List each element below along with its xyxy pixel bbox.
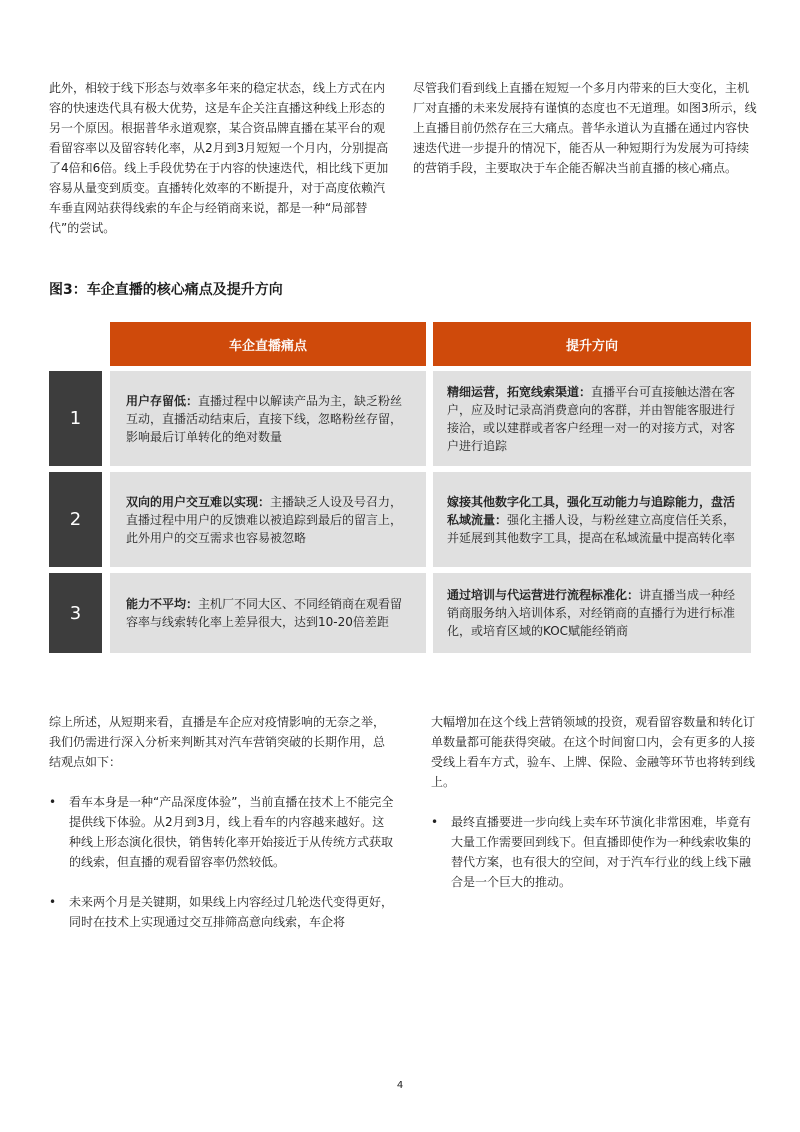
conclusion-intro: 综上所述，从短期来看，直播是车企应对疫情影响的无奈之举，我们仍需进行深入分析来判断其对汽车营销突破的长期作用，总结观点如下： (49, 715, 386, 769)
conclusion-continuation: 大幅增加在这个线上营销领域的投资，观看留容数量和转化订单数量都可能获得突破。在这个时间窗口内，会有更多的人接受线上看车方式，验车、上牌、保险、金融等环节也将转到线上。 (431, 715, 756, 789)
direction-text-3: 讲直播当成一种经销商服务纳入培训体系，对经销商的直播行为进行标准化，或培育区域的KOC赋能经销商 (447, 588, 736, 638)
pain-cell-1 (110, 371, 426, 466)
direction-title-1: 精细运营，拓宽线索渠道： (447, 384, 592, 399)
conclusion-bullet-1: • 看车本身是一种“产品深度体验”，当前直播在技术上不能完全提供线下体验。从2月到3月，线上看车的内容越来越好。这种线上形态演化很快，销售转化率开始接近于从传统方式获取的线索，但直播的观看留容率仍然较低。 (49, 792, 394, 872)
conclusion-bullet-list (49, 792, 394, 932)
pain-cell-2 (110, 472, 426, 567)
conclusion-bullet-list-right (431, 812, 758, 892)
conclusion-column-left (49, 712, 394, 932)
row-number-2: 2 (49, 472, 102, 567)
page-number: 4 (396, 1080, 404, 1091)
direction-title-3: 通过培训与代运营进行流程标准化： (447, 588, 640, 602)
figure-title: 图3：车企直播的核心痛点及提升方向 (49, 282, 283, 298)
direction-cell-1 (433, 371, 751, 466)
pain-text-3: 主机厂不同大区、不同经销商在观看留容率与线索转化率上差异很大，达到10-20倍差距 (126, 597, 403, 629)
pain-text-1: 直播过程中以解读产品为主，缺乏粉丝互动，直播活动结束后，直接下线，忽略粉丝存留，影响最后订单转化的绝对数量 (126, 393, 403, 444)
intro-paragraph-right: 尽管我们看到线上直播在短短一个多月内带来的巨大变化，主机厂对直播的未来发展持有谨慎的态度也不无道理。如图3所示，线上直播目前仍然存在三大痛点。普华永道认为直播在通过内容快速迭代进一步提升的情况下，能否从一种短期行为发展为可持续的营销手段，主要取决于车企能否解决当前直播的核心痛点。 (413, 81, 757, 175)
pain-text-2: 主播缺乏人设及号召力，直播过程中用户的反馈难以被追踪到最后的留言上，此外用户的交互需求也容易被忽略 (126, 494, 403, 545)
direction-text-2: 强化主播人设，与粉丝建立高度信任关系，并延展到其他数字工具，提高在私域流量中提高转化率 (447, 512, 736, 545)
pain-title-2: 双向的用户交互难以实现： (126, 494, 271, 509)
direction-text-1: 直播平台可直接触达潜在客户，应及时记录高消费意向的客群，并由智能客服进行接洽，或以建群或者客户经理一对一的对接方式，对客户进行追踪 (447, 384, 736, 453)
conclusion-column-right (431, 712, 758, 892)
direction-title-2: 嫁接其他数字化工具，强化互动能力与追踪能力，盘活私域流量： (447, 494, 736, 527)
row-number-1: 1 (49, 371, 102, 466)
conclusion-bullet-3: • 最终直播要进一步向线上卖车环节演化非常困难，毕竟有大量工作需要回到线下。但直播即使作为一种线索收集的替代方案，也有很大的空间，对于汽车行业的线上线下融合是一个巨大的推动。 (431, 812, 758, 892)
direction-cell-2 (433, 472, 751, 567)
conclusion-bullet-2: • 未来两个月是关键期，如果线上内容经过几轮迭代变得更好，同时在技术上实现通过交互排筛高意向线索，车企将 (49, 892, 394, 932)
intro-paragraph-left: 此外，相较于线下形态与效率多年来的稳定状态，线上方式在内容的快速迭代具有极大优势，这是车企关注直播这种线上形态的另一个原因。根据普华永道观察，某合资品牌直播在某平台的观看留容率以及留容转化率，从2月到3月短短一个月内，分别提高了4倍和6倍。线上手段优势在于内容的快速迭代，相比线下更加容易从量变到质变。直播转化效率的不断提升，对于高度依赖汽车垂直网站获得线索的车企与经销商来说，都是一种“局部替代”的尝试。 (49, 81, 389, 235)
table-header-improvement: 提升方向 (433, 322, 751, 366)
table-header-pain-points: 车企直播痛点 (110, 322, 426, 366)
direction-cell-3 (433, 573, 751, 653)
pain-title-3: 能力不平均： (126, 597, 199, 611)
pain-cell-3 (110, 573, 426, 653)
row-number-3: 3 (49, 573, 102, 653)
pain-title-1: 用户存留低： (126, 393, 199, 408)
